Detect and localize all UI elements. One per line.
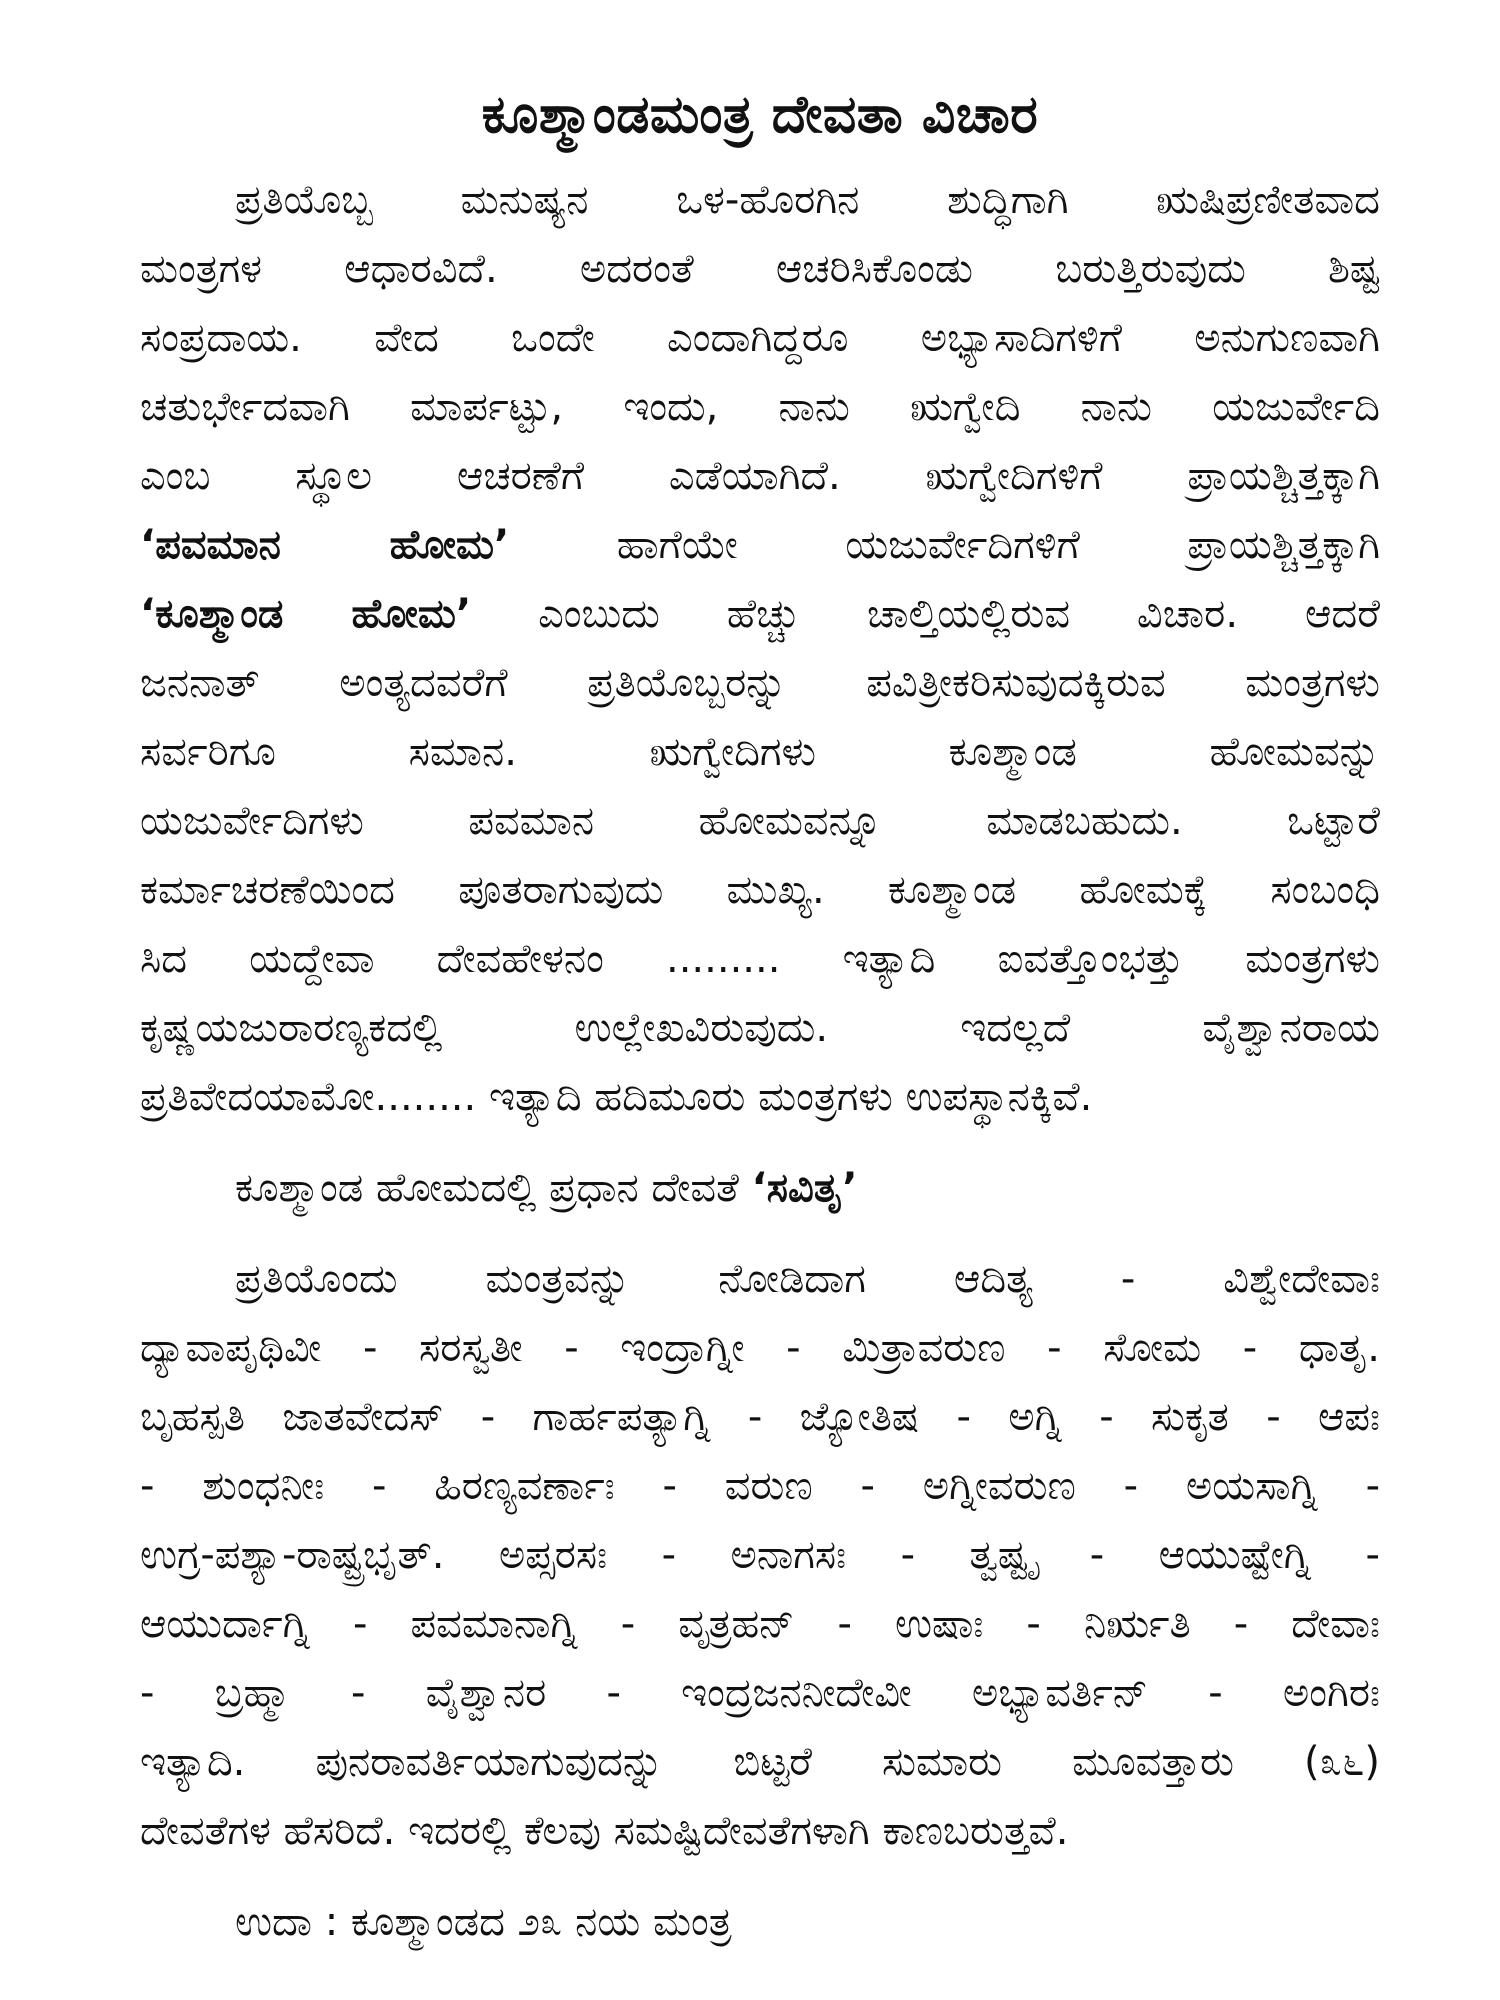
- paragraph-gap: [140, 1132, 1380, 1154]
- text-line: ಇತ್ಯಾದಿ. ಪುನರಾವರ್ತಿಯಾಗುವುದನ್ನು ಬಿಟ್ಟರೆ ಸುಮಾರು ಮೂವತ್ತಾರು (೩೬): [140, 1739, 1380, 1785]
- paragraph-example: ಉದಾ : ಕೂಶ್ಮಾಂಡದ ೨೩ ನಯ ಮಂತ್ರ: [235, 1899, 732, 1945]
- bold-term-kushmanda-homa: ‘ಕೂಶ್ಮಾಂಡ ಹೋಮ’: [140, 591, 472, 637]
- bold-term-pavamana-homa: ‘ಪವಮಾನ ಹೋಮ’: [140, 522, 510, 568]
- text-line: ಪ್ರತಿಯೊಬ್ಬ ಮನುಷ್ಯನ ಒಳ-ಹೊರಗಿನ ಶುದ್ಧಿಗಾಗಿ ಋಷಿಪ್ರಣೀತವಾದ: [235, 177, 1380, 223]
- paragraph-gap: [140, 1866, 1380, 1888]
- text-line: ಪ್ರತಿವೇದಯಾಮೋ........ ಇತ್ಯಾದಿ ಹದಿಮೂರು ಮಂತ್ರಗಳು ಉಪಸ್ಥಾನಕ್ಕಿವೆ.: [140, 1074, 1093, 1120]
- paragraph-intro: [140, 166, 1380, 1132]
- text-line: [140, 511, 1380, 580]
- text-line: ಚತುರ್ಭೇದವಾಗಿ ಮಾರ್ಪಟ್ಟು, ಇಂದು, ನಾನು ಋಗ್ವೇದಿ ನಾನು ಯಜುರ್ವೇದಿ: [140, 384, 1380, 430]
- text-line: ದೇವತೆಗಳ ಹೆಸರಿದೆ. ಇದರಲ್ಲಿ ಕೆಲವು ಸಮಷ್ಟಿದೇವತೆಗಳಾಗಿ ಕಾಣಬರುತ್ತವೆ.: [140, 1808, 1069, 1854]
- text-line: [140, 580, 1380, 649]
- text-fragment: ಹಾಗೆಯೇ ಯಜುರ್ವೇದಿಗಳಿಗೆ ಪ್ರಾಯಶ್ಚಿತ್ತಕ್ಕಾಗಿ: [509, 522, 1380, 568]
- paragraph-deity-list: [140, 1245, 1380, 1866]
- text-line: - ಶುಂಧನೀಃ - ಹಿರಣ್ಯವರ್ಣಾಃ - ವರುಣ - ಅಗ್ನೀವರುಣ - ಅಯಸಾಗ್ನಿ -: [140, 1463, 1380, 1509]
- text-line: ಉಗ್ರ-ಪಶ್ಯಾ-ರಾಷ್ಟ್ರಭೃತ್. ಅಪ್ಸರಸಃ - ಅನಾಗಸಃ - ತ್ವಷ್ಟೃ - ಆಯುಷ್ಟೇಗ್ನಿ -: [140, 1532, 1380, 1578]
- text-line: ಆಯುರ್ದಾಗ್ನಿ - ಪವಮಾನಾಗ್ನಿ - ವೃತ್ರಹನ್ - ಉಷಾಃ - ನಿರ್ಋತಿ - ದೇವಾಃ: [140, 1601, 1380, 1647]
- text-fragment: ಎಂಬುದು ಹೆಚ್ಚು ಚಾಲ್ತಿಯಲ್ಲಿರುವ ವಿಚಾರ. ಆದರೆ: [471, 591, 1380, 637]
- text-line: ಬೃಹಸ್ಪತಿ ಜಾತವೇದಸ್ - ಗಾರ್ಹಪತ್ಯಾಗ್ನಿ - ಜ್ಯೋತಿಷ - ಅಗ್ನಿ - ಸುಕೃತ - ಆಪಃ: [140, 1394, 1380, 1440]
- paragraph-gap: [140, 1223, 1380, 1245]
- text-line: ಕರ್ಮಾಚರಣೆಯಿಂದ ಪೂತರಾಗುವುದು ಮುಖ್ಯ. ಕೂಶ್ಮಾಂಡ ಹೋಮಕ್ಕೆ ಸಂಬಂಧಿ: [140, 867, 1380, 913]
- text-line: ಪ್ರತಿಯೊಂದು ಮಂತ್ರವನ್ನು ನೋಡಿದಾಗ ಆದಿತ್ಯ - ವಿಶ್ವೇದೇವಾಃ: [235, 1256, 1380, 1302]
- bold-term-savitr: ‘ಸವಿತೃ’: [751, 1165, 858, 1211]
- text-line: - ಬ್ರಹ್ಮಾ - ವೈಶ್ವಾನರ - ಇಂದ್ರಜನನೀದೇವೀ ಅಭ್ಯಾವರ್ತಿನ್ - ಅಂಗಿರಃ: [140, 1670, 1380, 1716]
- paragraph-principal-deity: [140, 1154, 1380, 1223]
- text-line: ಕೃಷ್ಣಯಜುರಾರಣ್ಯಕದಲ್ಲಿ ಉಲ್ಲೇಖವಿರುವುದು. ಇದಲ್ಲದೆ ವೈಶ್ವಾನರಾಯ: [140, 1005, 1380, 1051]
- text-line: ಸಂಪ್ರದಾಯ. ವೇದ ಒಂದೇ ಎಂದಾಗಿದ್ದರೂ ಅಭ್ಯಾಸಾದಿಗಳಿಗೆ ಅನುಗುಣವಾಗಿ: [140, 315, 1380, 361]
- text-fragment: ಕೂಶ್ಮಾಂಡ ಹೋಮದಲ್ಲಿ ಪ್ರಧಾನ ದೇವತೆ: [235, 1165, 752, 1211]
- text-line: ಯಜುರ್ವೇದಿಗಳು ಪವಮಾನ ಹೋಮವನ್ನೂ ಮಾಡಬಹುದು. ಒಟ್ಟಾರೆ: [140, 798, 1380, 844]
- text-line: ಎಂಬ ಸ್ಥೂಲ ಆಚರಣೆಗೆ ಎಡೆಯಾಗಿದೆ. ಋಗ್ವೇದಿಗಳಿಗೆ ಪ್ರಾಯಶ್ಚಿತ್ತಕ್ಕಾಗಿ: [140, 453, 1380, 499]
- text-line: ದ್ಯಾವಾಪೃಥಿವೀ - ಸರಸ್ವತೀ - ಇಂದ್ರಾಗ್ನೀ - ಮಿತ್ರಾವರುಣ - ಸೋಮ - ಧಾತೃ.: [140, 1325, 1380, 1371]
- page-title: ಕೂಶ್ಮಾಂಡಮಂತ್ರ ದೇವತಾ ವಿಚಾರ: [481, 85, 1039, 145]
- text-line: ಜನನಾತ್ ಅಂತ್ಯದವರೆಗೆ ಪ್ರತಿಯೊಬ್ಬರನ್ನು ಪವಿತ್ರೀಕರಿಸುವುದಕ್ಕಿರುವ ಮಂತ್ರಗಳು: [140, 660, 1380, 706]
- text-line: ಮಂತ್ರಗಳ ಆಧಾರವಿದೆ. ಅದರಂತೆ ಆಚರಿಸಿಕೊಂಡು ಬರುತ್ತಿರುವುದು ಶಿಷ್ಟ: [140, 246, 1380, 292]
- text-line: ಸಿದ ಯದ್ದೇವಾ ದೇವಹೇಳನಂ ......... ಇತ್ಯಾದಿ ಐವತ್ತೊಂಭತ್ತು ಮಂತ್ರಗಳು: [140, 936, 1380, 982]
- text-line: ಸರ್ವರಿಗೂ ಸಮಾನ. ಋಗ್ವೇದಿಗಳು ಕೂಶ್ಮಾಂಡ ಹೋಮವನ್ನು: [140, 729, 1380, 775]
